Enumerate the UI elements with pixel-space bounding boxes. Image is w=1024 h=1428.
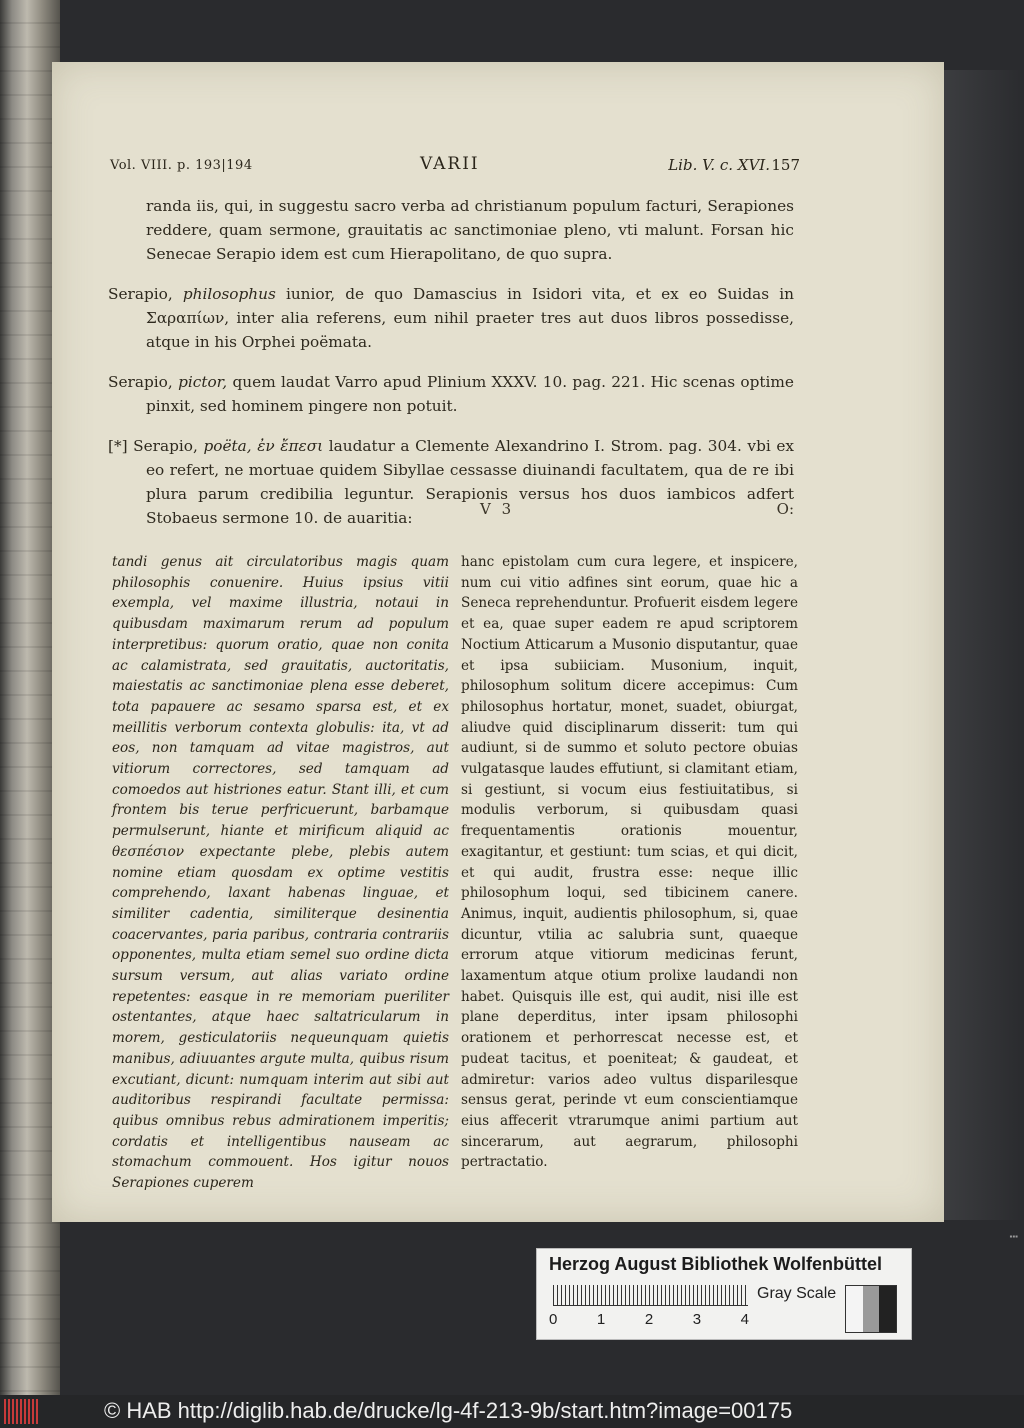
swatch-dark	[879, 1286, 896, 1332]
swatch-mid	[863, 1286, 880, 1332]
footnote-column-left: tandi genus ait circulatoribus magis quam philosophis conuenire. Huius ipsius vitii exempla, vel maxime illustria, notaui in quibusdam maximarum rerum ad populum interpretibus: quorum oratio, quae non conita ac calamistrata, sed grauitatis, auctoritatis, maiestatis ac sanctimoniae plena esse deberet, tota papauere ac sesamo sparsa est, et ex meillitis verborum contexta globulis: ita, vt ad eos, non tamquam ad vitae magistros, aut vitiorum correctores, sed tamquam ad comoedos aut histriones eatur. Stant illi, et cum frontem bis terue perfricuerunt, barbamque permulserunt, hiante et mirificum aliquid ac θεσπέσιον expectante plebe, plebis autem nomine etiam quosdam ex optime vestitis comprehendo, laxant habenas linguae, et similiter cadentia, similiterque desinentia coacervantes, paria paribus, contraria contrariis opponentes, multa etiam semel suo ordine dicta sursum versum, aut alias variato ordine repetentes: easque in re memoriam pueriliter ostentantes, atque haec saltatricularum in morem, gesticulatoriis nequeunquam quietis manibus, adiuuantes argute multa, quibus risum excutiant, dicunt: numquam interim aut sibi aut auditoribus respirandi facultate permissa: quibus omnibus rebus admirationem imperitis; cordatis et intelligentibus nauseam ac stomachum commouent. Hos igitur nouos Serapiones cuperem	[112, 554, 449, 1192]
entry-serapio-pictor	[108, 370, 794, 418]
library-name: Herzog August Bibliothek Wolfenbüttel	[549, 1254, 882, 1274]
ruler-number: 1	[596, 1311, 606, 1328]
entry-role: poëta, ἐν ἔπεσι	[203, 437, 324, 455]
entry-text: quem laudat Varro apud Plinium XXXV. 10. pag. 221. Hic scenas optime pinxit, sed hominem pingere non potuit.	[146, 373, 794, 415]
ruler-number: 3	[692, 1311, 702, 1328]
printer-signature: V 3	[480, 500, 515, 518]
entry-text: iunior, de quo Damascius in Isidori vita, et ex eo Suidas in Σαραπίων, inter alia referens, eum nihil praeter tres aut duos libros possedisse, atque in his Orphei poëmata.	[146, 285, 794, 351]
footer-bar	[0, 1395, 1024, 1428]
header-title: VARII	[420, 154, 480, 174]
footer-copyright-url[interactable]: © HAB http://diglib.hab.de/drucke/lg-4f-213-9b/start.htm?image=00175	[104, 1398, 793, 1423]
header-volume-reference: Vol. VIII. p. 193|194	[110, 158, 253, 173]
ruler-number: 2	[644, 1311, 654, 1328]
barcode-icon	[4, 1399, 40, 1424]
ruler-number: 4	[740, 1311, 749, 1328]
ruler-number: 0	[549, 1311, 558, 1328]
running-header	[110, 152, 800, 180]
entry-serapio-philosophus	[108, 282, 794, 354]
measurement-ruler	[553, 1285, 748, 1306]
entry-role: philosophus	[182, 285, 276, 303]
book-page-edge-lines	[0, 0, 60, 1395]
entry-continuation	[108, 194, 794, 266]
signature-row	[108, 500, 794, 524]
entry-text: laudatur a Clemente Alexandrino I. Strom. pag. 304. vbi ex eo refert, ne mortuae quidem Sibyllae cessasse diuinandi facultatem, qua de re ibi plura parum credibilia leguntur. Serapionis versus hos duos iambicos adfert Stobaeus sermone 10. de auaritia:	[146, 437, 795, 527]
gray-scale-swatches	[845, 1285, 897, 1333]
entry-role: pictor,	[178, 373, 228, 391]
underlying-page-shadow	[944, 70, 1024, 1220]
entry-name: [*] Serapio,	[108, 437, 198, 455]
header-book-chapter: Lib. V. c. XVI.	[668, 156, 770, 174]
scan-marker: ▪▪▪	[1009, 1232, 1018, 1241]
library-color-stamp	[536, 1248, 912, 1340]
entry-name: Serapio,	[108, 285, 173, 303]
header-page-number: 157	[771, 156, 800, 174]
footnotes	[112, 552, 798, 1194]
entry-text: randa iis, qui, in suggestu sacro verba ad christianum populum facturi, Serapiones reddere, quam sermone, grauitatis ac sanctimoniae pleno, vti malunt. Forsan hic Senecae Serapio idem est cum Hierapolitano, de quo supra.	[146, 197, 794, 263]
gray-scale-label: Gray Scale	[757, 1285, 837, 1302]
catchword: O:	[776, 500, 794, 518]
entry-name: Serapio,	[108, 373, 173, 391]
footnote-column-right: hanc epistolam cum cura legere, et inspicere, num cui vitio adfines sint eorum, quae hic a Seneca reprehenduntur. Profuerit eisdem legere et ea, quae super eadem re apud scriptorem Noctium Atticarum a Musonio disputantur, quae et ipsa subiiciam. Musonium, inquit, philosophum solitum dicere accepimus: Cum philosophus hortatur, monet, suadet, obiurgat, aliudve quid disciplinarum disserit: tum qui audiunt, si de summo et soluto pectore obuias vulgatasque laudes effutiunt, si clamitant etiam, si gestiunt, si vocum eius festiuitatibus, si modulis verborum, si quibusdam quasi frequentamentis orationis mouentur, exagitantur, et gestiunt: tum scias, et qui dicit, et qui audit, frustra esse: neque illic philosophum loqui, sed tibicinem canere. Animus, inquit, audientis philosophum, si, quae dicuntur, vtilia ac salubria sunt, quaeque errorum atque vitiorum medicinas ferunt, laxamentum atque otium prolixe laudandi non habet. Quisquis ille est, qui audit, nisi ille est plane deperditus, inter ipsam philosophi orationem et perhorrescat necesse est, et pudeat tacitus, et poeniteat; & gaudeat, et admiretur: varios adeo vultus disparilesque sensus gerat, perinde vt eum conscientiamque eius affecerit vtrarumque animi partium aut sincerarum, aut aegrarum, philosophi pertractatio.	[461, 554, 798, 1171]
ruler-numbers	[549, 1311, 749, 1328]
main-text-entries	[108, 194, 794, 546]
swatch-light	[846, 1286, 863, 1332]
